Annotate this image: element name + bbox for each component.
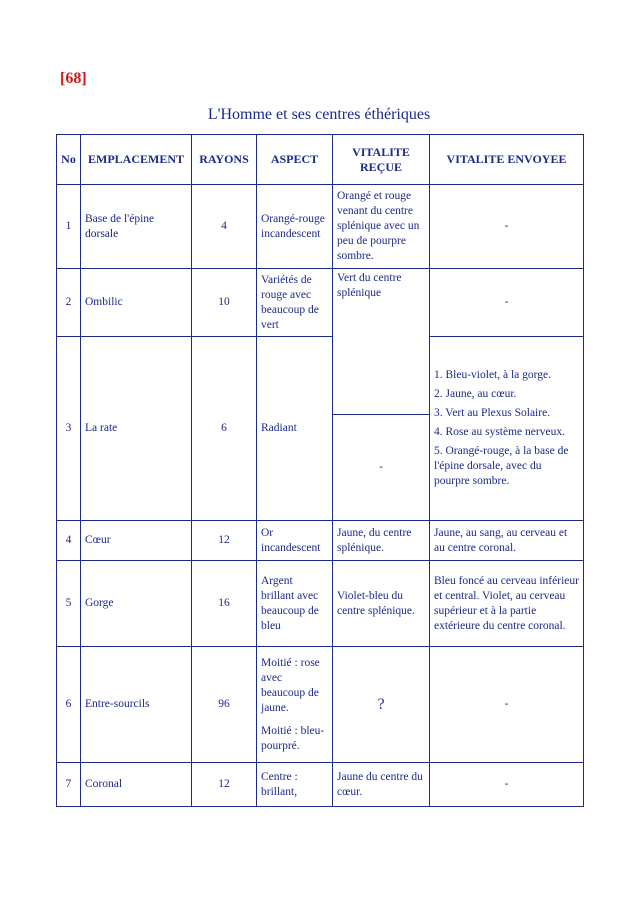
row-rayons: 12 xyxy=(192,763,257,807)
row-no: 4 xyxy=(57,521,81,561)
aspect-part: Moitié : bleu-pourpré. xyxy=(261,724,325,752)
table-row xyxy=(57,521,584,561)
row-aspect xyxy=(257,647,333,763)
row-vitalite-envoyee-list xyxy=(430,337,584,521)
row-rayons: 12 xyxy=(192,521,257,561)
row-rayons: 6 xyxy=(192,337,257,521)
envoyee-item: 1. Bleu-violet, à la gorge. xyxy=(434,369,551,381)
row-aspect: Argent brillant avec beaucoup de bleu xyxy=(257,561,333,647)
header-row xyxy=(57,135,584,185)
envoyee-item: 4. Rose au système nerveux. xyxy=(434,426,565,438)
row-rayons: 96 xyxy=(192,647,257,763)
row-no: 2 xyxy=(57,269,81,337)
row-no: 5 xyxy=(57,561,81,647)
row-emplacement: Gorge xyxy=(81,561,192,647)
row-vitalite-recue: Jaune du centre du cœur. xyxy=(333,763,430,807)
row-no: 1 xyxy=(57,185,81,269)
row-vitalite-envoyee: - xyxy=(430,185,584,269)
row-emplacement: Coronal xyxy=(81,763,192,807)
page-reference: [68] xyxy=(60,70,87,87)
row-emplacement: Ombilic xyxy=(81,269,192,337)
row-vitalite-envoyee: Bleu foncé au cerveau inférieur et central. Violet, au cerveau supérieur et à la partie extérieure du centre coronal. xyxy=(430,561,584,647)
row-vitalite-recue: - xyxy=(333,415,430,521)
row-no: 3 xyxy=(57,337,81,521)
header-vitalite-envoyee: VITALITE ENVOYEE xyxy=(430,135,584,185)
row-vitalite-envoyee: - xyxy=(430,647,584,763)
row-rayons: 10 xyxy=(192,269,257,337)
row-aspect: Or incandescent xyxy=(257,521,333,561)
table-row xyxy=(57,561,584,647)
row-emplacement: Entre-sourcils xyxy=(81,647,192,763)
header-rayons: RAYONS xyxy=(192,135,257,185)
row-vitalite-envoyee: Jaune, au sang, au cerveau et au centre coronal. xyxy=(430,521,584,561)
row-aspect: Orangé-rouge incandescent xyxy=(257,185,333,269)
row-vitalite-recue: Violet-bleu du centre splénique. xyxy=(333,561,430,647)
page-title: L'Homme et ses centres éthériques xyxy=(207,106,431,123)
row-rayons: 16 xyxy=(192,561,257,647)
header-no: No xyxy=(57,135,81,185)
envoyee-item: 3. Vert au Plexus Solaire. xyxy=(434,407,551,419)
table-row xyxy=(57,763,584,807)
table-row xyxy=(57,269,584,337)
table-row xyxy=(57,337,584,415)
header-emplacement: EMPLACEMENT xyxy=(81,135,192,185)
table-row xyxy=(57,185,584,269)
row-emplacement: Base de l'épine dorsale xyxy=(81,185,192,269)
row-vitalite-envoyee: - xyxy=(430,269,584,337)
row-vitalite-recue: ? xyxy=(333,647,430,763)
row-no: 7 xyxy=(57,763,81,807)
row-no: 6 xyxy=(57,647,81,763)
header-vitalite-recue: VITALITE REÇUE xyxy=(333,135,430,185)
row-vitalite-envoyee: - xyxy=(430,763,584,807)
header-aspect: ASPECT xyxy=(257,135,333,185)
row-rayons: 4 xyxy=(192,185,257,269)
row-vitalite-recue: Jaune, du centre splénique. xyxy=(333,521,430,561)
row-vitalite-recue: Vert du centre splénique xyxy=(333,269,430,415)
row-emplacement: La rate xyxy=(81,337,192,521)
row-vitalite-recue: Orangé et rouge venant du centre splénique avec un peu de pourpre sombre. xyxy=(333,185,430,269)
etheric-centers-table xyxy=(56,134,584,807)
row-aspect: Radiant xyxy=(257,337,333,521)
table-row xyxy=(57,647,584,763)
row-emplacement: Cœur xyxy=(81,521,192,561)
row-aspect: Variétés de rouge avec beaucoup de vert xyxy=(257,269,333,337)
envoyee-item: 2. Jaune, au cœur. xyxy=(434,388,517,400)
aspect-part: Moitié : rose avec beaucoup de jaune. xyxy=(261,656,320,714)
envoyee-item: 5. Orangé-rouge, à la base de l'épine dorsale, avec du pourpre sombre. xyxy=(434,445,569,487)
row-aspect: Centre : brillant, xyxy=(257,763,333,807)
